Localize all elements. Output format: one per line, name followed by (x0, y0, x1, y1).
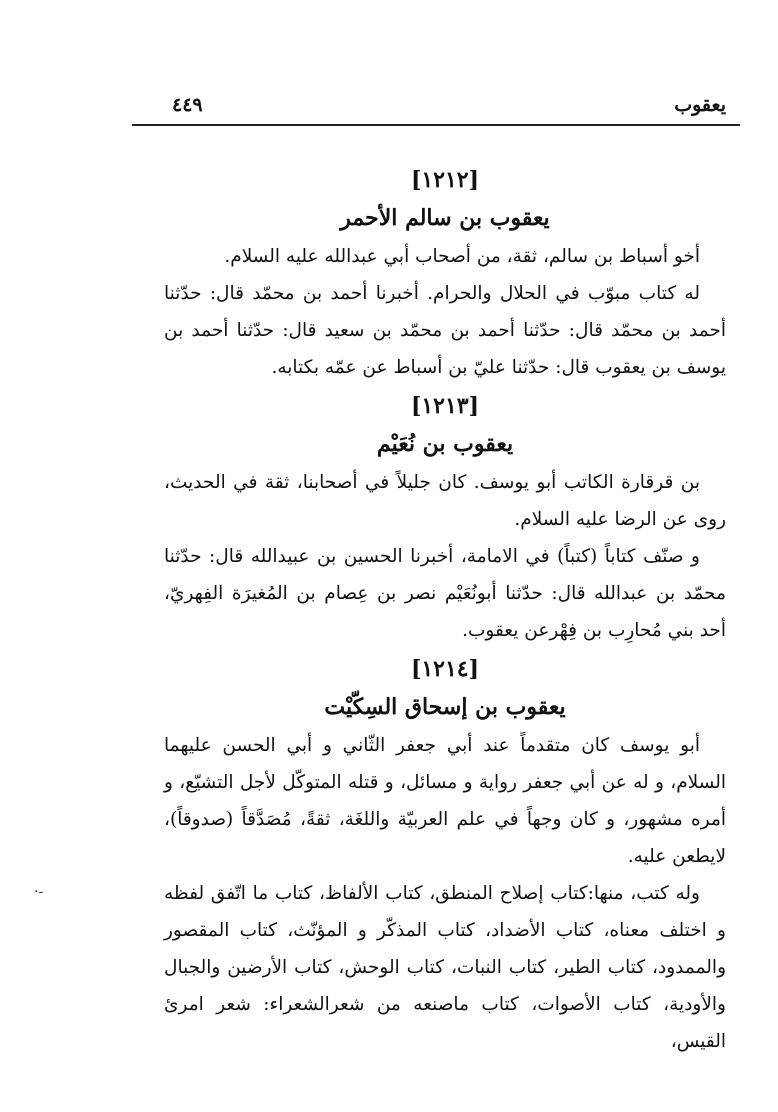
entry-heading: يعقوب بن إسحاق السِكّيْت (324, 694, 566, 720)
entry-paragraph: أبو يوسف كان متقدماً عند أبي جعفر الثّاني و أبي الحسن عليهما السلام، و له عن أبي جعفر رواية و مسائل، و قتله المتوكّل لأجل التشيّع، و أمره مشهور، و كان وجهاً في علم العربيّة واللغَة، ثقةً، مُصَدَّقاً (صدوقاً)، لايطعن عليه. (164, 735, 726, 867)
entry-1214 (164, 651, 726, 1060)
entry-number: [١٢١٣] (410, 393, 480, 419)
entry-heading: يعقوب بن نُعَيْم (376, 431, 514, 457)
entry-1212 (164, 162, 726, 386)
entry-paragraph: له كتاب مبوّب في الحلال والحرام. أخبرنا أحمد بن محمّد قال: حدّثنا أحمد بن محمّد قال: حدّثنا أحمد بن محمّد بن سعيد قال: حدّثنا أحمد بن يوسف بن يعقوب قال: حدّثنا عليّ بن أسباط عن عمّه بكتابه. (164, 283, 726, 378)
margin-mark: -· (34, 884, 44, 900)
page-number: ٤٤٩ (172, 94, 203, 116)
entry-paragraph: وله كتب، منها:كتاب إصلاح المنطق، كتاب الألفاظ، كتاب ما اتّفق لفظه و اختلف معناه، كتاب الأضداد، كتاب المذكّر و المؤنّث، كتاب المقصور والممدود، كتاب الطير، كتاب النبات، كتاب الوحش، كتاب الأرضين والجبال والأودية، كتاب الأصوات، كتاب ماصنعه من شعرالشعراء: شعر امرئ القيس، (164, 883, 726, 1052)
running-head (40, 94, 726, 124)
entry-paragraph: و صنّف كتاباً (كتباً) في الامامة، أخبرنا الحسين بن عبيدالله قال: حدّثنا محمّد بن عبدالله قال: حدّثنا أبونُعَيْم نصر بن عِصام بن المُغيرَة الفِهريّ، أحد بني مُحارِب بن فِهْرعن يعقوب. (164, 546, 726, 641)
entry-paragraph: أخو أسباط بن سالم، ثقة، من أصحاب أبي عبدالله عليه السلام. (224, 246, 700, 267)
running-head-title: يعقوب (674, 94, 726, 116)
entry-1213 (164, 388, 726, 649)
header-rule (132, 124, 740, 126)
entry-number: [١٢١٢] (410, 167, 480, 193)
entry-number: [١٢١٤] (410, 656, 480, 682)
page-body (164, 160, 726, 1060)
entry-heading: يعقوب بن سالم الأحمر (340, 205, 550, 231)
entry-paragraph: بن قرقارة الكاتب أبو يوسف. كان جليلاً في أصحابنا، ثقة في الحديث، روى عن الرضا عليه السلام. (164, 472, 726, 530)
